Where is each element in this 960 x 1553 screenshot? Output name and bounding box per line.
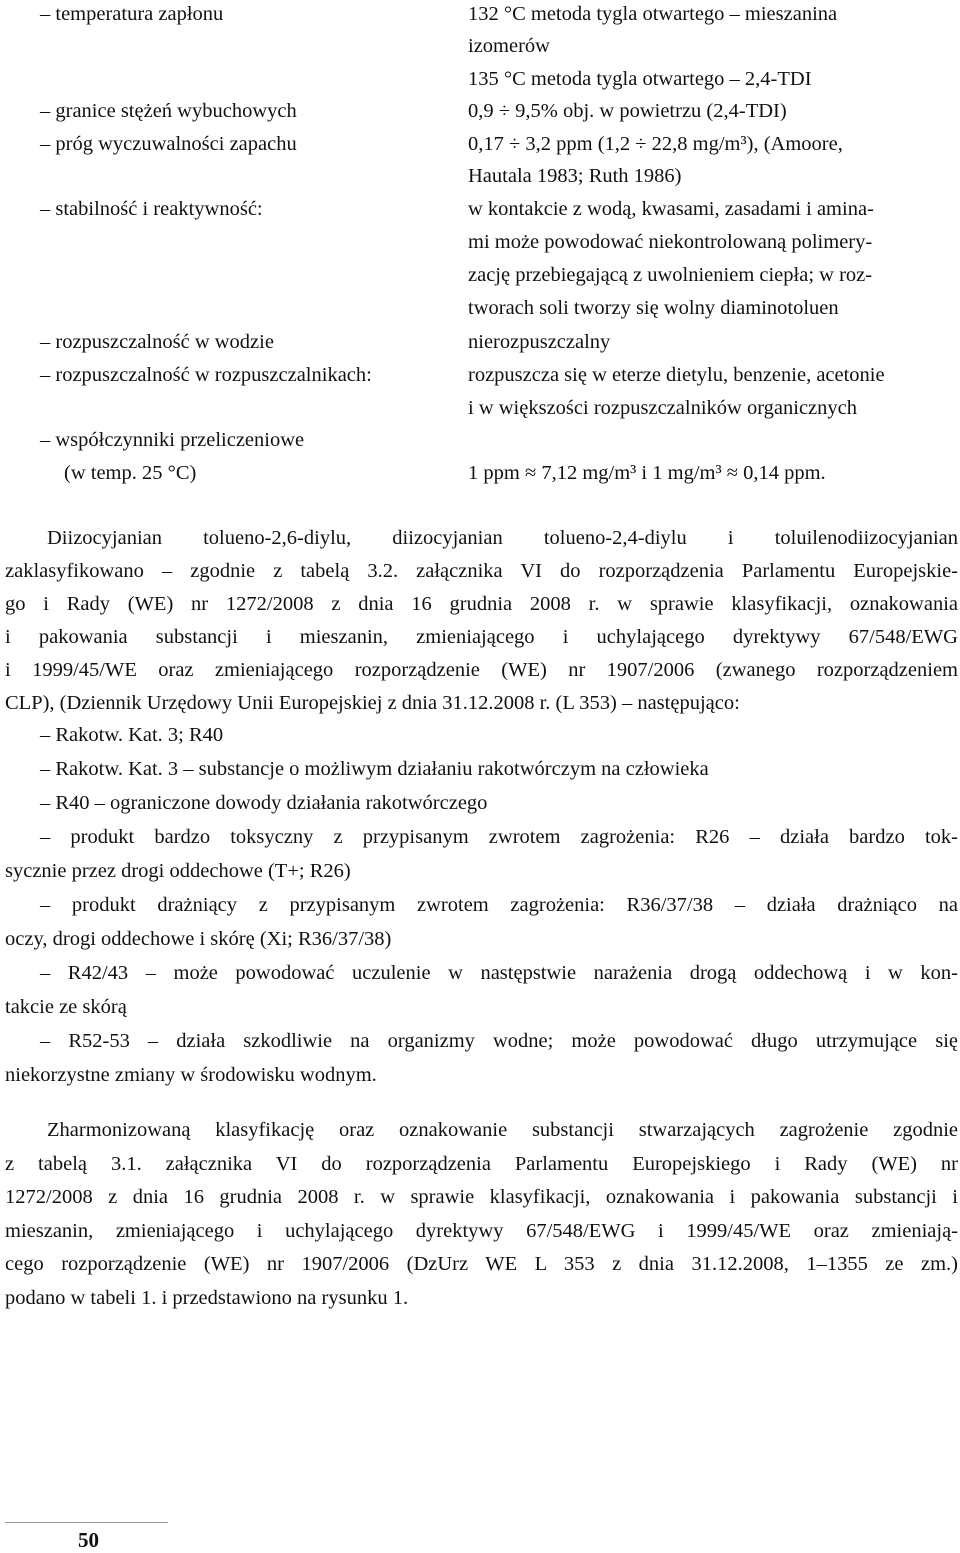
- paragraph-line: go i Rady (WE) nr 1272/2008 z dnia 16 grudnia 2008 r. w sprawie klasyfikacji, oznakowania: [5, 593, 958, 615]
- property-value: izomerów: [468, 35, 550, 57]
- paragraph-line: z tabelą 3.1. załącznika VI do rozporządzenia Parlamentu Europejskiego i Rady (WE) nr: [5, 1152, 958, 1175]
- property-label: – rozpuszczalność w wodzie: [40, 331, 274, 353]
- page-number: 50: [78, 1528, 99, 1552]
- paragraph-line: Diizocyjanian tolueno-2,6-diylu, diizocyjanian tolueno-2,4-diylu i toluilenodiizocyjanian: [47, 527, 958, 549]
- property-label: – próg wyczuwalności zapachu: [40, 133, 297, 155]
- property-label: (w temp. 25 °C): [64, 462, 197, 484]
- paragraph-line: podano w tabeli 1. i przedstawiono na rysunku 1.: [5, 1286, 409, 1309]
- classification-item: takcie ze skórą: [5, 996, 127, 1018]
- property-value: 132 °C metoda tygla otwartego – mieszanina: [468, 3, 838, 25]
- property-value: tworach soli tworzy się wolny diaminotoluen: [468, 297, 839, 319]
- property-value: nierozpuszczalny: [468, 331, 611, 353]
- classification-item: – R52-53 – działa szkodliwie na organizmy wodne; może powodować długo utrzymujące się: [40, 1030, 958, 1052]
- property-value: 135 °C metoda tygla otwartego – 2,4-TDI: [468, 68, 812, 90]
- property-value: 0,9 ÷ 9,5% obj. w powietrzu (2,4-TDI): [468, 100, 787, 122]
- classification-item: – Rakotw. Kat. 3; R40: [40, 724, 224, 746]
- classification-item: – produkt bardzo toksyczny z przypisanym zwrotem zagrożenia: R26 – działa bardzo tok-: [40, 826, 958, 848]
- property-value: i w większości rozpuszczalników organicznych: [468, 397, 857, 419]
- classification-item: oczy, drogi oddechowe i skórę (Xi; R36/37/38): [5, 928, 392, 950]
- classification-item: – R42/43 – może powodować uczulenie w następstwie narażenia drogą oddechową i w kon-: [40, 962, 958, 984]
- footer-rule: [5, 1522, 168, 1523]
- paragraph-line: CLP), (Dziennik Urzędowy Unii Europejskiej z dnia 31.12.2008 r. (L 353) – następująco:: [5, 692, 740, 714]
- property-value: w kontakcie z wodą, kwasami, zasadami i amina-: [468, 198, 874, 220]
- paragraph-line: 1272/2008 z dnia 16 grudnia 2008 r. w sprawie klasyfikacji, oznakowania i pakowania substancji i: [5, 1186, 958, 1208]
- classification-item: – R40 – ograniczone dowody działania rakotwórczego: [40, 792, 488, 814]
- classification-item: – Rakotw. Kat. 3 – substancje o możliwym działaniu rakotwórczym na człowieka: [40, 758, 709, 780]
- paragraph-line: i pakowania substancji i mieszanin, zmieniającego i uchylającego dyrektywy 67/548/EWG: [5, 626, 958, 648]
- property-label: – stabilność i reaktywność:: [40, 198, 263, 220]
- paragraph-line: i 1999/45/WE oraz zmieniającego rozporządzenie (WE) nr 1907/2006 (zwanego rozporządzeniem: [5, 659, 958, 681]
- property-value: 1 ppm ≈ 7,12 mg/m³ i 1 mg/m³ ≈ 0,14 ppm.: [468, 462, 826, 484]
- property-value: 0,17 ÷ 3,2 ppm (1,2 ÷ 22,8 mg/m³), (Amoore,: [468, 133, 843, 155]
- classification-item: niekorzystne zmiany w środowisku wodnym.: [5, 1064, 377, 1086]
- property-label: – rozpuszczalność w rozpuszczalnikach:: [40, 364, 372, 386]
- property-label: – granice stężeń wybuchowych: [40, 100, 297, 122]
- classification-item: sycznie przez drogi oddechowe (T+; R26): [5, 860, 351, 882]
- paragraph-line: mieszanin, zmieniającego i uchylającego dyrektywy 67/548/EWG i 1999/45/WE oraz zmieniają-: [5, 1219, 958, 1242]
- property-value: mi może powodować niekontrolowaną polimery-: [468, 231, 873, 253]
- property-label: – współczynniki przeliczeniowe: [40, 429, 305, 451]
- property-label: – temperatura zapłonu: [40, 3, 224, 25]
- paragraph-line: zaklasyfikowano – zgodnie z tabelą 3.2. załącznika VI do rozporządzenia Parlamentu Europejskie-: [5, 560, 958, 582]
- property-value: zację przebiegającą z uwolnieniem ciepła; w roz-: [468, 264, 873, 286]
- paragraph-line: cego rozporządzenie (WE) nr 1907/2006 (DzUrz WE L 353 z dnia 31.12.2008, 1–1355 ze zm.): [5, 1253, 958, 1275]
- property-value: Hautala 1983; Ruth 1986): [468, 165, 682, 187]
- classification-item: – produkt drażniący z przypisanym zwrotem zagrożenia: R36/37/38 – działa drażniąco na: [40, 894, 958, 916]
- paragraph-line: Zharmonizowaną klasyfikację oraz oznakowanie substancji stwarzających zagrożenie zgodnie: [47, 1119, 958, 1141]
- property-value: rozpuszcza się w eterze dietylu, benzenie, acetonie: [468, 364, 885, 386]
